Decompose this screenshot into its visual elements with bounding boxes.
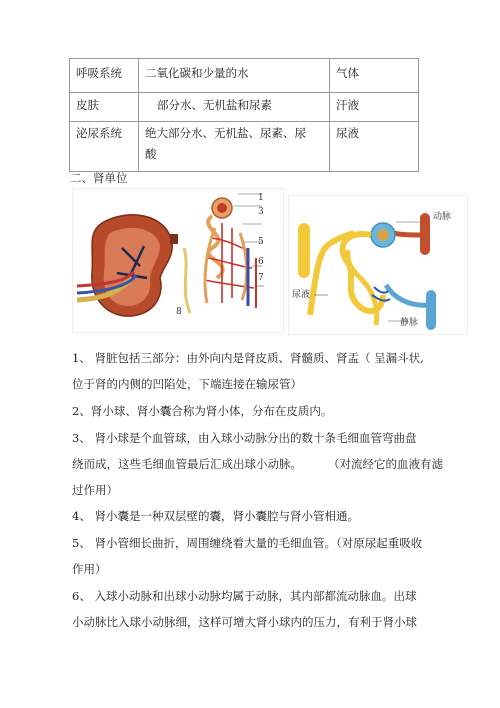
- figure-label: 静脉: [400, 318, 419, 328]
- table-cell-organ: 皮肤: [70, 93, 139, 122]
- figure-number: 3: [258, 207, 264, 217]
- paragraph-line: 小动脉比入球小动脉细，这样可增大肾小球内的压力，有利于肾小球: [72, 615, 417, 629]
- section-title: 二、肾单位: [70, 171, 128, 185]
- paragraph-line: 过作用）: [72, 483, 118, 497]
- table-row: [70, 93, 419, 122]
- table-cell-organ: 泌尿系统: [70, 122, 139, 172]
- figure-number: 6: [258, 257, 264, 267]
- paragraph-line: 作用）: [72, 562, 107, 576]
- table-cell-substance: [139, 122, 330, 172]
- table-cell-substance-line: 酸: [145, 147, 157, 161]
- nephron-schematic-figure: [288, 195, 468, 335]
- table-cell-form: 汗液: [330, 93, 419, 122]
- paragraph: [72, 425, 452, 503]
- table-cell-substance: 部分水、无机盐和尿素: [139, 93, 330, 122]
- figure-number: 8: [176, 307, 182, 317]
- paragraph-line: 5、 肾小管细长曲折，周围缠绕着大量的毛细血管。（对原尿起重吸收: [72, 536, 423, 550]
- kidney-nephron-figure: [72, 188, 284, 333]
- paragraph-text: 绕而成，这些毛细血管最后汇成出球小动脉。: [72, 457, 302, 471]
- table-row: [70, 59, 419, 93]
- figure-number: 1: [258, 193, 264, 203]
- table-cell-substance: 二氧化碳和少量的水: [139, 59, 330, 93]
- paragraph-line: [72, 451, 452, 477]
- table-cell-form: 尿液: [330, 122, 419, 172]
- paragraph: 4、 肾小囊是一种双层壁的囊，肾小囊腔与肾小管相通。: [72, 509, 359, 523]
- paragraph-line: 6、 入球小动脉和出球小动脉均属于动脉，其内部都流动脉血。出球: [72, 589, 417, 603]
- figure-number: 7: [258, 273, 264, 283]
- paragraph-line: 位于肾的内侧的凹陷处，下端连接在输尿管）: [72, 377, 302, 391]
- paragraph-line: 3、 肾小球是个血管球，由入球小动脉分出的数十条毛细血管弯曲盘: [72, 431, 417, 445]
- excretion-table: [69, 58, 419, 172]
- table-cell-organ: 呼吸系统: [70, 59, 139, 93]
- table-row: [70, 122, 419, 172]
- paragraph: [72, 530, 452, 582]
- paragraph-line: 1、 肾脏包括三部分：由外向内是肾皮质、肾髓质、肾盂（ 呈漏斗状,: [72, 351, 424, 365]
- table-cell-substance-line: 绝大部分水、无机盐、尿素、尿: [145, 126, 306, 140]
- paragraph: [72, 345, 452, 397]
- figure-label: 尿液: [292, 290, 311, 300]
- figure-label: 动脉: [433, 212, 452, 222]
- figure-number: 5: [258, 237, 264, 247]
- paragraph: [72, 583, 452, 635]
- table-cell-form: 气体: [330, 59, 419, 93]
- paragraph-note: （对流经它的血液有滤: [328, 457, 443, 471]
- paragraph: 2、肾小球、肾小囊合称为肾小体，分布在皮质内。: [72, 404, 333, 418]
